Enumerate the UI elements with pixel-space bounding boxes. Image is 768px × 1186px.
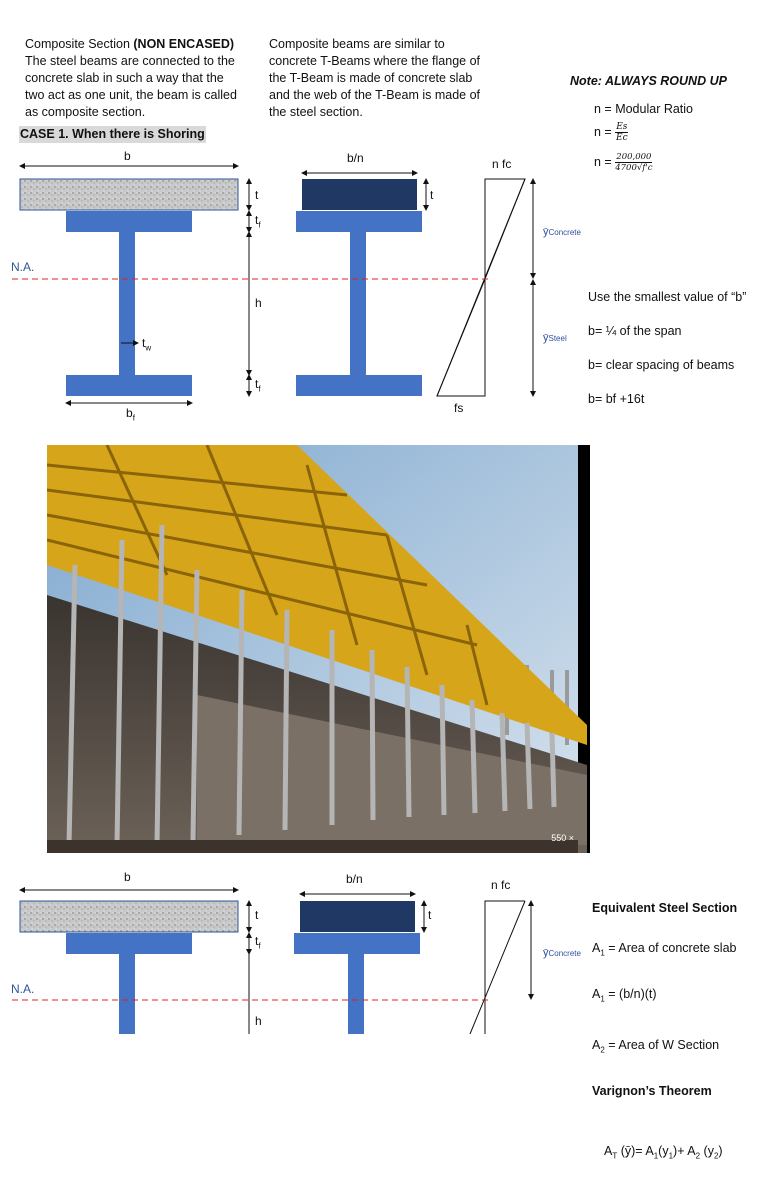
intro-right-body: Composite beams are similar to concrete T-Beams where the flange of the T-Beam is made of concrete slab and the web of the T-Beam is made of the steel section.	[269, 37, 481, 119]
case1-heading: CASE 1. When there is Shoring	[20, 127, 205, 141]
intro-left-title-bold: (NON ENCASED)	[133, 37, 235, 51]
label-bn: b/n	[347, 151, 364, 165]
b-rule-4: b= bf +16t	[588, 392, 645, 406]
concrete-slab	[20, 179, 238, 210]
equiv-a1-formula: $A_1 = (b/n)(t)$	[592, 986, 657, 1003]
label-tf-bottom: $t_f$	[255, 377, 261, 394]
note-round-up: Note: ALWAYS ROUND UP	[570, 74, 727, 88]
label-b: b	[124, 149, 131, 163]
intro-left-body: The steel beams are connected to the concrete slab in such a way that the two act as one unit, the beam is called as composite section.	[25, 54, 237, 119]
transformed-bottom-flange	[296, 375, 422, 396]
equiv-title: Equivalent Steel Section	[592, 901, 738, 915]
label-t-transformed-2: t	[428, 908, 432, 922]
label-tw: $t_w$	[142, 336, 152, 353]
transformed-top-flange-2	[294, 933, 420, 954]
concrete-slab-2	[20, 901, 238, 932]
varignon-formula: $A_T$ (ȳ)= $A_1(y_1)+ A_2$ $(y_2)$	[604, 1143, 723, 1160]
web	[119, 232, 135, 375]
bottom-flange	[66, 375, 192, 396]
label-nfc-2: n fc	[491, 878, 511, 892]
transformed-slab	[302, 179, 417, 210]
label-t-transformed: t	[430, 188, 434, 202]
shoring-photo	[47, 445, 590, 853]
top-flange	[66, 211, 192, 232]
n-equals: n =	[594, 124, 612, 139]
varignon-title: Varignon’s Theorem	[592, 1083, 712, 1098]
label-na: N.A.	[11, 260, 35, 274]
equiv-a2-def: $A_2$ = Area of W Section	[592, 1038, 720, 1055]
web-2	[119, 954, 135, 1034]
stress-diagonal-2	[470, 901, 525, 1034]
ec: Ec	[616, 133, 628, 143]
modular-numerator: 200,000	[616, 152, 652, 162]
label-bn-2: b/n	[346, 872, 363, 886]
label-b-2: b	[124, 870, 131, 884]
modular-denominator: 4700√f'c	[615, 163, 653, 173]
b-rule-1: Use the smallest value of “b”	[588, 290, 747, 304]
transformed-web-2	[348, 954, 364, 1034]
equiv-a1-def: $A_1$ = Area of concrete slab	[592, 941, 737, 958]
top-flange-2	[66, 933, 192, 954]
label-ybar-concrete-2: ȳConcrete	[543, 947, 581, 959]
shoring-photo-drawing	[47, 445, 590, 853]
ground	[47, 840, 578, 853]
photo-size-caption: 550 ×	[551, 833, 574, 843]
equivalent-steel-section	[592, 878, 737, 1186]
n-equals-2: n =	[594, 154, 612, 169]
b-rule-3: b= clear spacing of beams	[588, 358, 735, 372]
stress-diagram-2	[485, 901, 525, 1034]
label-bf: $b_f$	[126, 406, 135, 423]
label-nfc: n fc	[492, 157, 512, 171]
modular-ratio-line: n = Modular Ratio	[594, 102, 694, 116]
es: Es	[616, 122, 628, 132]
case1-diagram	[0, 0, 768, 440]
label-fs: fs	[454, 401, 464, 415]
intro-left-title: Composite Section	[25, 37, 134, 51]
b-rule-2: b= ¼ of the span	[588, 324, 682, 338]
label-h: h	[255, 296, 262, 310]
label-ybar-steel: ȳSteel	[543, 332, 567, 344]
label-ybar-concrete: ȳConcrete	[543, 226, 581, 238]
label-tf-2: $t_f$	[255, 934, 261, 951]
label-na-2: N.A.	[11, 982, 35, 996]
stress-diagonal	[437, 179, 525, 396]
label-h-2: h	[255, 1014, 262, 1028]
label-t: t	[255, 188, 259, 202]
transformed-slab-2	[300, 901, 415, 932]
transformed-top-flange	[296, 211, 422, 232]
label-tf: $t_f$	[255, 213, 261, 230]
transformed-web	[350, 232, 366, 375]
label-t-2: t	[255, 908, 259, 922]
